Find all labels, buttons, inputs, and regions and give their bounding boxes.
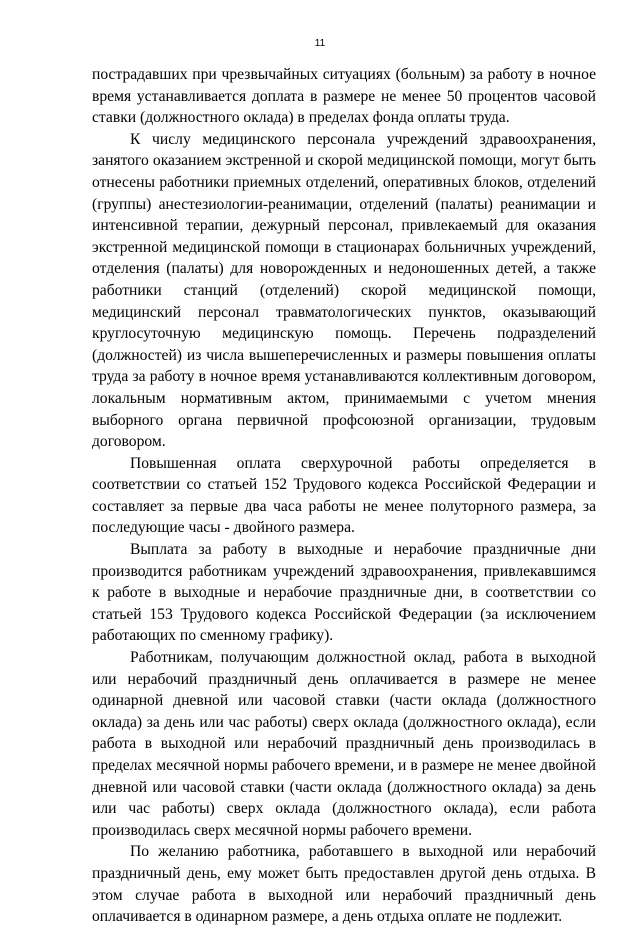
page-number: 11: [314, 38, 326, 49]
paragraph-emergency-staff: К числу медицинского персонала учреждений здравоохранения, занятого оказанием экстренной и скорой медицинской помощи, могут быть отнесены работники приемных отделений, оперативных блоков, отделений (группы) анестезиологии-реанимации, отделений (палаты) реанимации и интенсивной терапии, дежурный персонал, привлекаемый для оказания экстренной медицинской помощи в стационарах больничных учреждений, отделения (палаты) для новорожденных и недоношенных детей, а также работники станций (отделений) скорой медицинской помощи, медицинский персонал травматологических пунктов, оказывающий круглосуточную медицинскую помощь. Перечень подразделений (должностей) из числа вышеперечисленных и размеры повышения оплаты труда за работу в ночное время устанавливаются коллективным договором, локальным нормативным актом, принимаемыми с учетом мнения выборного органа первичной профсоюзной организации, трудовым договором.: [92, 130, 596, 451]
paragraph-salaried-weekend-pay: Работникам, получающим должностной оклад, работа в выходной или нерабочий праздничный день оплачивается в размере не менее одинарной дневной или часовой ставки (части оклада (должностного оклада) за день или час работы) сверх оклада (должностного оклада), если работа в выходной или нерабочий праздничный день производилась в пределах месячной нормы рабочего времени, и в размере не менее двойной дневной или часовой ставки (части оклада (должностного оклада) за день или час работы) сверх оклада (должностного оклада), если работа производилась сверх месячной нормы рабочего времени.: [92, 649, 596, 839]
paragraph-night-work-continuation: пострадавших при чрезвычайных ситуациях (больным) за работу в ночное время устанавливается доплата в размере не менее 50 процентов часовой ставки (должностного оклада) в пределах фонда оплаты труда.: [92, 66, 596, 127]
paragraph-day-off-option: По желанию работника, работавшего в выходной или нерабочий праздничный день, ему может быть предоставлен другой день отдыха. В этом случае работа в выходной или нерабочий праздничный день оплачивается в одинарном размере, а день отдыха оплате не подлежит.: [92, 843, 596, 926]
document-body: [92, 64, 596, 928]
paragraph-overtime-pay: Повышенная оплата сверхурочной работы определяется в соответствии со статьей 152 Трудового кодекса Российской Федерации и составляет за первые два часа работы не менее полуторного размера, за последующие часы - двойного размера.: [92, 454, 596, 537]
paragraph-weekend-holiday-pay: Выплата за работу в выходные и нерабочие праздничные дни производится работникам учреждений здравоохранения, привлекавшимся к работе в выходные и нерабочие праздничные дни, в соответствии со статьей 153 Трудового кодекса Российской Федерации (за исключением работающих по сменному графику).: [92, 541, 596, 645]
